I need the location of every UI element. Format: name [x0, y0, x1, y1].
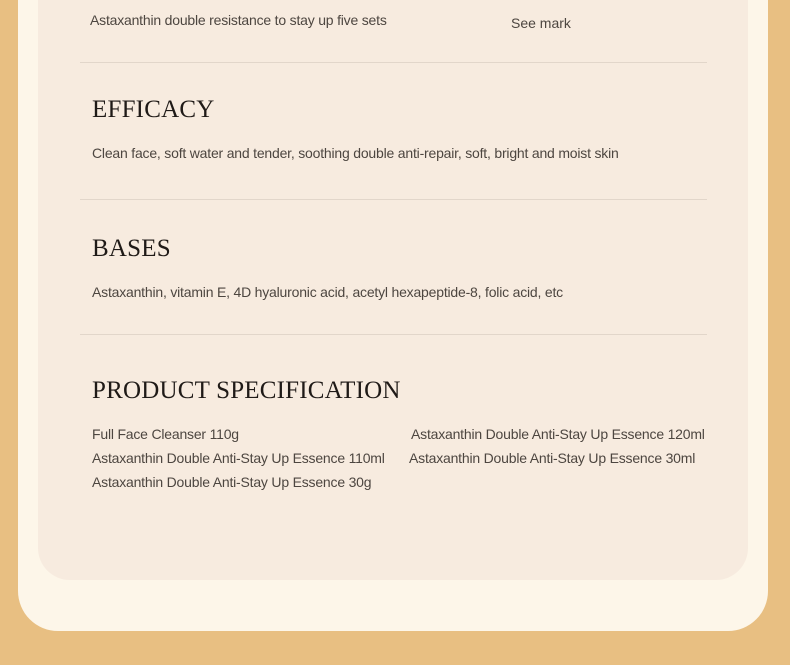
divider — [80, 334, 707, 335]
see-mark-text: See mark — [511, 15, 571, 31]
bases-text: Astaxanthin, vitamin E, 4D hyaluronic acid, acetyl hexapeptide-8, folic acid, etc — [92, 284, 563, 300]
spec-item: Astaxanthin Double Anti-Stay Up Essence 110ml — [92, 450, 385, 466]
divider — [80, 199, 707, 200]
bases-heading: BASES — [92, 235, 171, 262]
spec-item: Astaxanthin Double Anti-Stay Up Essence 30ml — [409, 450, 696, 466]
efficacy-text: Clean face, soft water and tender, soothing double anti-repair, soft, bright and moist skin — [92, 145, 619, 161]
spec-item: Astaxanthin Double Anti-Stay Up Essence 30g — [92, 474, 372, 490]
specification-heading: PRODUCT SPECIFICATION — [92, 377, 401, 404]
spec-item: Astaxanthin Double Anti-Stay Up Essence 120ml — [411, 426, 705, 442]
efficacy-heading: EFFICACY — [92, 96, 215, 123]
divider — [80, 62, 707, 63]
set-description: Astaxanthin double resistance to stay up five sets — [90, 12, 387, 28]
spec-item: Full Face Cleanser 110g — [92, 426, 239, 442]
